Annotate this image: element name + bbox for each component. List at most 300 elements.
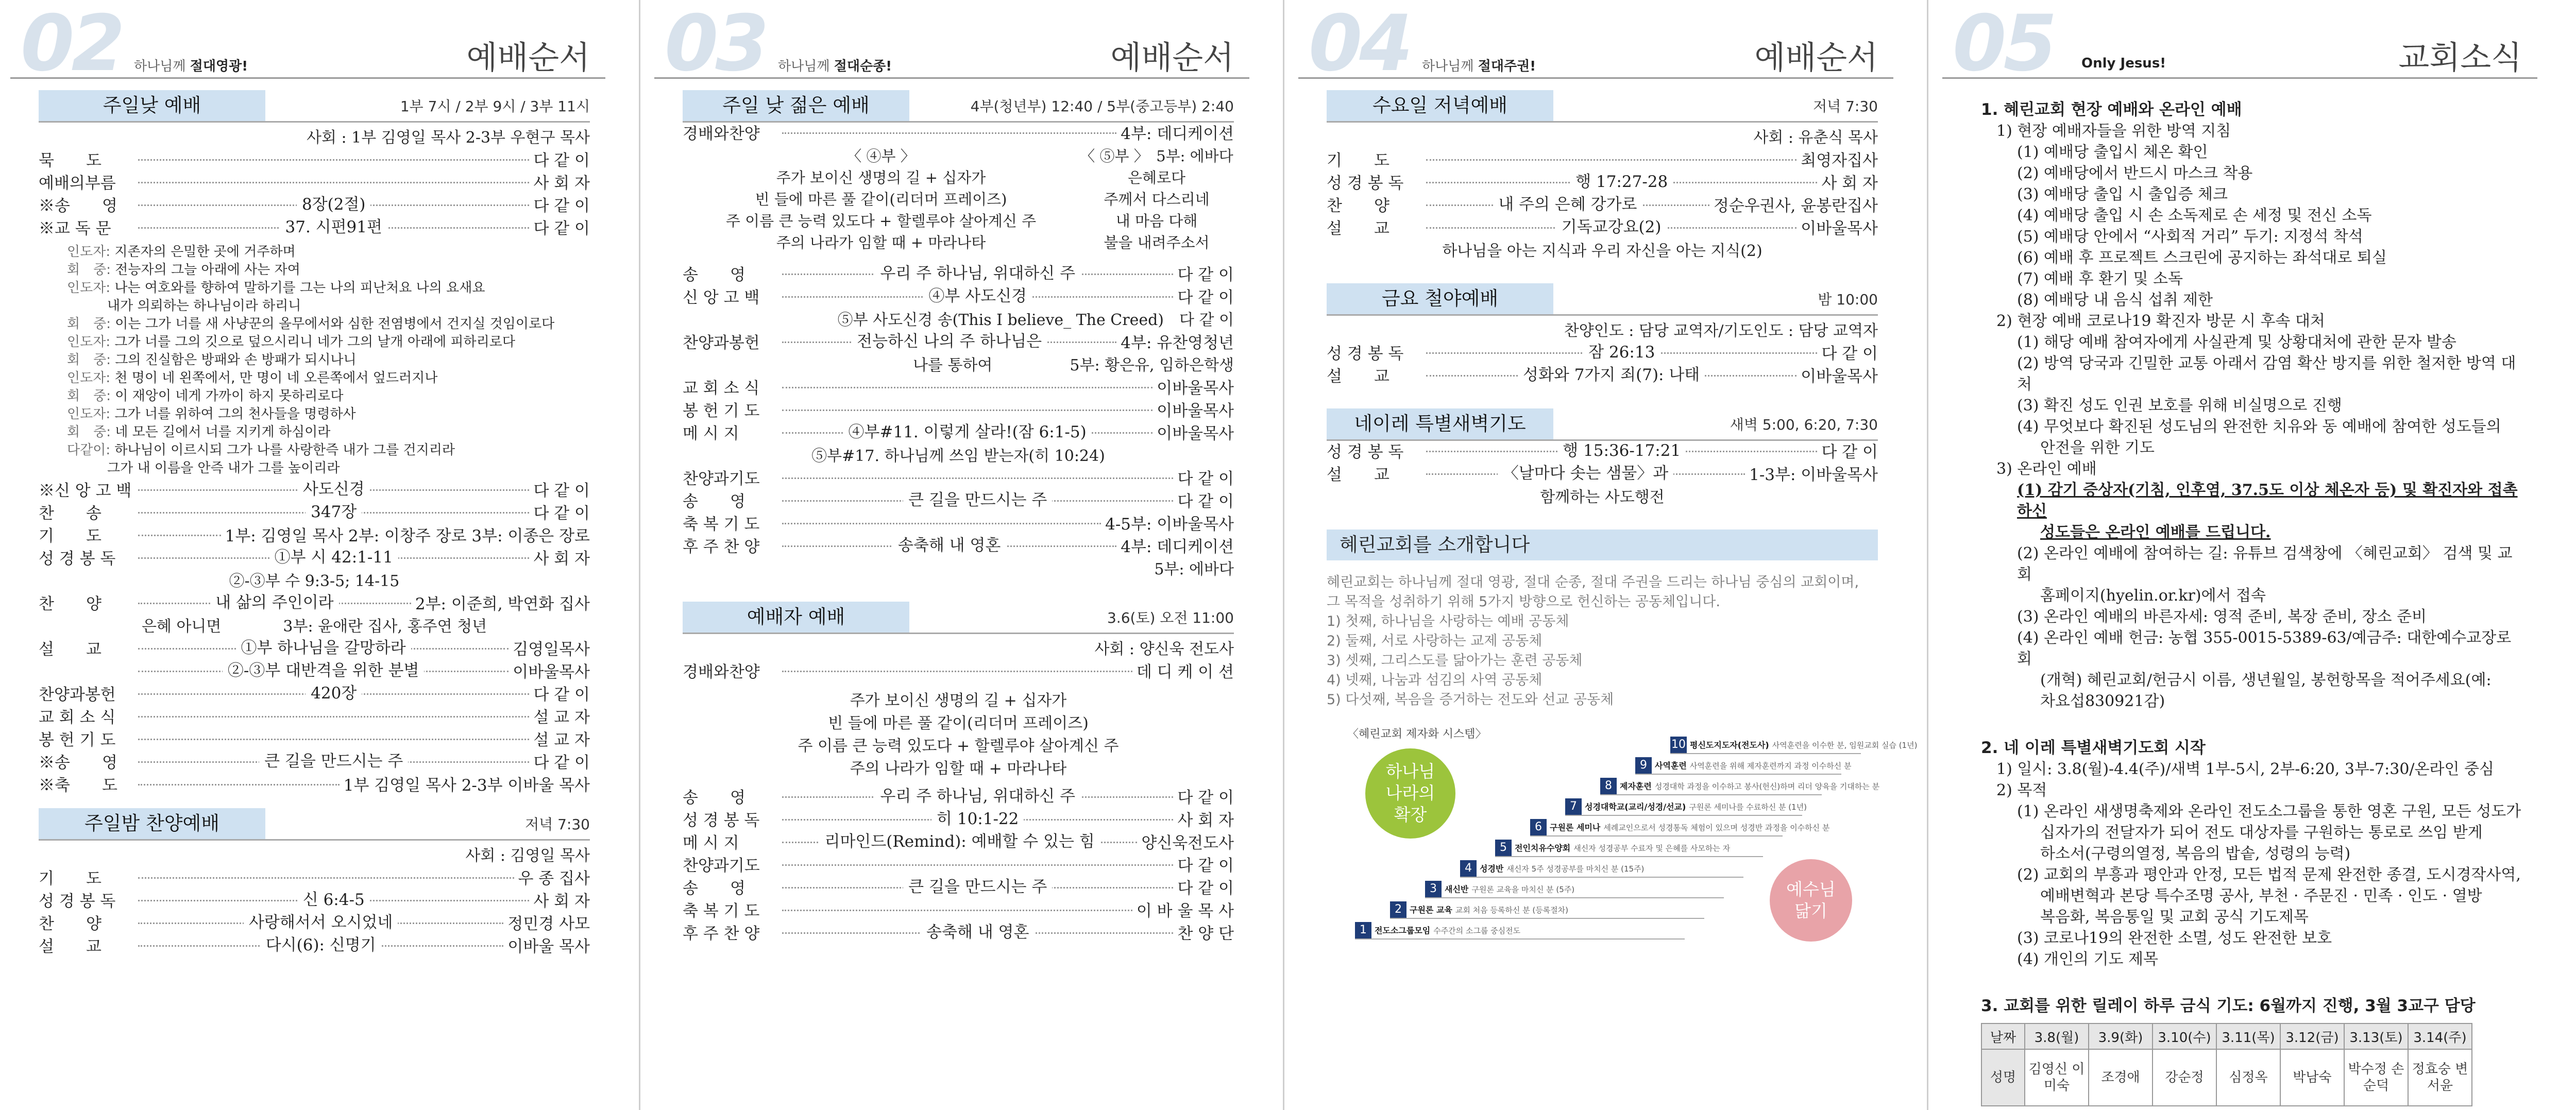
reading-line [67,297,590,315]
content-wrap [1426,216,1797,238]
item-label: 봉 헌 기 도 [683,402,760,420]
content-wrap [782,808,1173,830]
item-label: 축 복 기 도 [683,515,760,534]
step-number: 10 [1670,737,1687,753]
header-tagline [778,56,892,75]
order-row [683,422,1234,445]
leader-dots [1426,218,1797,236]
item-leader: 정순우권사, 윤봉란집사 [1713,197,1878,215]
page-header [1298,0,1893,89]
intro-line: 3) 셋째, 그리스도를 닮아가는 훈련 공동체 [1327,653,1583,669]
item-leader: 1부: 김영일 목사 2부: 이창주 장로 3부: 이종은 장로 [225,527,590,545]
step-desc: 교회 처음 등록하신 분 (등록절차) [1455,906,1569,915]
item-label: 찬 양 [39,915,101,933]
step-desc: 세례교인으로서 성경통독 체험이 있으며 성경반 과정을 이수하신 분 [1603,823,1830,832]
relay-fasting-table [1981,1023,2472,1106]
item-leader: 다 같 이 [1177,288,1234,307]
section-time: 3.6(토) 오전 11:00 [1107,609,1234,626]
content-wrap [782,921,1173,944]
leader-dots [138,752,529,771]
leader-dots [138,182,529,183]
content-wrap [782,489,1173,511]
creed-line: ⑤부 사도신경 송(This I believe_ The Creed) 다 같 이 [837,311,1234,329]
content-wrap [782,421,1153,443]
item-label: 설 교 [1327,466,1389,484]
header-tagline [1422,56,1536,75]
reading-text: 내가 의뢰하는 하나님이라 하리니 [67,298,301,314]
section-header [683,602,1234,634]
table-cell: 날짜 [1981,1023,2025,1049]
item-content: 내 삶의 주인이라 [210,593,338,612]
order-row [1327,365,1878,388]
tagline-prefix: 하나님께 [134,59,190,74]
content-wrap [782,330,1116,353]
content-wrap [782,262,1173,285]
reading-line [67,279,590,297]
reading-speaker: 인도자: [67,244,115,260]
news-item: (6) 예배 후 프로젝트 스크린에 공지하는 좌석대로 퇴실 [2017,249,2387,267]
leader-dots [138,684,529,703]
order-row [683,377,1234,400]
hymn-row [683,145,1234,167]
news-item: (3) 코로나19의 완전한 소멸, 성도 완전한 보호 [2017,929,2332,947]
news-item-underlined [1981,480,2522,522]
reading-text: 그가 너를 그의 깃으로 덮으시리니 네가 그의 날개 아래에 피하리로다 [114,334,516,350]
hymn-line: 주 이름 큰 능력 있도다 + 할렐루야 살아계신 주 [798,737,1119,755]
section-time: 밤 10:00 [1818,291,1878,308]
news-item-cont: (개혁) 혜린교회/헌금시 이름, 생년월일, 봉헌항목을 적어주세요(예: [2040,671,2492,689]
item-content: 전능하신 나의 주 하나님은 [852,332,1047,351]
order-row [683,400,1234,422]
item-label: 설 교 [1327,367,1389,386]
order-row [683,332,1234,354]
order-row [39,890,590,913]
item-label: 봉 헌 기 도 [39,731,116,749]
item-leader: 4부: 유찬영청년 [1121,334,1234,352]
item-label: 성 경 봉 독 [683,811,760,830]
item-leader: 이바울목사 [1801,219,1878,238]
item-label: 기 도 [39,527,101,545]
leader-dots [138,639,509,657]
news-item: (8) 예배당 내 음식 섭취 제한 [2017,291,2213,309]
leader-dots [138,877,514,879]
item-leader: 다 같 이 [1821,443,1878,462]
order-row [1327,195,1878,217]
reading-line [67,351,590,369]
reading-speaker: 회 중: [67,424,115,440]
step-name: 새신반 [1445,884,1469,894]
underlined-text: (1) 감기 증상자(기침, 인후염, 37.5도 이상 체온자 등) 및 확진자와 접촉하신 [2017,481,2518,520]
step-name: 평신도지도자(전도사) [1690,740,1769,750]
item-content: 잠 26:13 [1583,343,1660,362]
leader-dots [782,832,1137,851]
page-title: 예배순서 [466,39,590,76]
item-label: 찬 양 [1327,197,1389,215]
order-row [39,195,590,217]
leader-dots [1426,195,1709,214]
leader-dots [782,264,1173,283]
item-leader: 다 같 이 [533,686,590,704]
item-label: 기 도 [39,869,101,888]
message-line: ⑤부#17. 하나님께 쓰임 받는자(히 10:24) [811,447,1105,465]
item-label: 교 회 소 식 [683,379,760,398]
table-cell: 3.12(금) [2280,1023,2344,1049]
item-leader: 정민경 사모 [507,915,590,933]
intro-line: 1) 첫째, 하나님을 사랑하는 예배 공동체 [1327,613,1569,629]
section-title: 주일밤 찬양예배 [39,808,265,839]
news-item: 복음화, 복음통일 및 교회 공식 기도제목 [2040,908,2309,926]
order-row [39,548,590,570]
content-wrap [1426,462,1745,485]
item-leader: 이바울목사 [1157,424,1234,443]
leader-dots [138,503,529,521]
item-content: 큰 길을 만드시는 주 [903,491,1052,509]
hymn-5bu: 〈 ⑤부 〉 5부: 에바다 [1080,147,1233,165]
leader-dots [782,671,1132,672]
news-item: (3) 온라인 예배의 바른자세: 영적 준비, 복장 준비, 장소 준비 [2017,608,2427,626]
discipleship-step [1670,737,1918,754]
leader-dots [138,159,529,161]
leader-dots [782,423,1153,441]
header-tagline [2081,56,2166,71]
order-row [683,855,1234,877]
reading-speaker: 다같이: [67,442,115,458]
table-cell: 성명 [1981,1049,2025,1106]
reading-text: 그가 내 이름을 안즉 내가 그를 높이리라 [67,460,340,476]
page-divider [1927,0,1928,1110]
item-leader: 설 교 자 [533,708,590,727]
item-leader: 다 같 이 [533,219,590,238]
order-row [683,490,1234,513]
news-item: (2) 예배당에서 반드시 마스크 착용 [2017,164,2253,182]
hymn-row [683,232,1234,253]
discipleship-step [1565,798,1807,816]
order-row [39,867,590,890]
jesus-circle [1770,859,1852,942]
leader-dots [782,491,1173,509]
reading-speaker: 인도자: [67,406,115,422]
section-header [39,90,590,123]
item-leader: 다 같 이 [1177,879,1234,898]
order-row [39,149,590,172]
leader-dots [1426,464,1745,483]
table-row [1981,1049,2472,1106]
reading-speaker: 회 중: [67,262,115,278]
worship-leader: 사회 : 김영일 목사 [465,847,590,865]
content-wrap [1426,193,1709,216]
item-leader: 사 회 자 [533,550,590,568]
item-leader: 다 같 이 [1821,345,1878,363]
order-row [39,774,590,797]
table-cell: 김영신 이미숙 [2025,1049,2089,1106]
item-content: 〈날마다 솟는 샘물〉과 [1498,464,1673,483]
item-leader: 데 디 케 이 션 [1136,663,1234,681]
leader-dots [138,195,529,214]
item-label: 찬양과기도 [683,470,760,488]
order-row [39,684,590,706]
item-content: 송축해 내 영혼 [921,923,1034,942]
leader-dots [138,535,221,536]
leader-dots [782,332,1116,351]
table-cell: 3.9(화) [2089,1023,2153,1049]
content-wrap [138,682,529,705]
item-label: 후 주 찬 양 [683,925,760,943]
hymn-5bu: 내 마음 다해 [1115,212,1198,230]
leader-dots [1426,159,1797,161]
item-content: 420장 [306,684,362,703]
item-label: 찬양과기도 [683,857,760,875]
news-item: (5) 예배당 안에서 “사회적 거리” 두기: 지정석 착석 [2017,228,2363,246]
order-row [683,536,1234,558]
leader-dots [782,409,1153,411]
section-time: 4부(청년부) 12:40 / 5부(중고등부) 2:40 [970,98,1234,115]
scripture-line: ②-③부 수 9:3-5; 14-15 [229,572,400,590]
content-wrap [138,659,509,682]
tagline-motto: 절대주권! [1478,59,1536,74]
item-label: ※신 앙 고 백 [39,482,132,500]
table-cell: 정효숭 변서윤 [2408,1049,2472,1106]
table-cell: 박남숙 [2280,1049,2344,1106]
item-leader: 이바울목사 [1157,379,1234,398]
reading-text: 이는 그가 너를 새 사냥꾼의 올무에서와 심한 전염병에서 건지실 것임이로다 [115,316,555,332]
table-cell: 박수정 손순덕 [2344,1049,2408,1106]
reading-line [67,423,590,441]
section-time: 새벽 5:00, 6:20, 7:30 [1730,416,1878,433]
order-row [683,264,1234,286]
item-content: 행 15:36-17:21 [1557,441,1686,460]
sermon-subtitle: 함께하는 사도행전 [1540,488,1665,506]
section-time: 저녁 7:30 [525,816,590,833]
item-leader: 1-3부: 이바울목사 [1749,466,1878,484]
leader-dots [138,716,529,718]
section-header [1327,90,1878,123]
item-content: ①부 하나님을 갈망하라 [236,639,411,657]
reading-line [67,405,590,423]
reading-speaker: 회 중: [67,388,115,404]
content-wrap [1426,341,1817,364]
order-row [39,638,590,661]
item-content: 우리 주 하나님, 위대하신 주 [875,787,1080,806]
item-content: 37. 시편91편 [280,218,387,236]
reading-line [67,261,590,279]
item-label: 묵 도 [39,151,101,170]
item-label: 찬양과봉헌 [39,686,116,704]
content-wrap [782,285,1173,308]
intro-line: 혜린교회는 하나님께 절대 영광, 절대 순종, 절대 주권을 드리는 하나님 중심의 교회이며, [1327,574,1859,590]
news-item: (2) 교회의 부흥과 평안과 안정, 모든 법적 문제 완전한 종결, 도시경작사역, [2017,866,2521,884]
news-subheading: 2) 목적 [1996,781,2047,799]
table-row [1981,1023,2472,1049]
leader-dots [782,923,1173,942]
item-content: ②-③부 대반격을 위한 분별 [223,661,425,680]
step-number: 2 [1390,901,1406,918]
section-title: 예배자 예배 [683,602,909,633]
section-title: 금요 철야예배 [1327,283,1553,314]
item-leader: 이바울목사 [513,663,590,681]
order-row [683,809,1234,832]
order-row [39,480,590,502]
step-name: 구원론 교육 [1410,905,1452,915]
item-label: 예배의부름 [39,174,116,193]
item-content: 내 주의 은혜 강가로 [1493,195,1642,214]
item-leader: 2부: 이준희, 박연화 집사 [415,595,590,613]
news-subheading: 3) 온라인 예배 [1996,460,2097,478]
content-wrap [138,591,411,614]
leader-dots [782,878,1173,896]
step-name: 성경반 [1480,864,1504,874]
hymn-line: 주가 보이신 생명의 길 + 십자가 [850,692,1067,710]
section-time: 저녁 7:30 [1813,98,1878,115]
content-wrap [1426,364,1797,386]
content-wrap [138,889,529,911]
hymn-5bu: 불을 내려주소서 [1104,234,1210,251]
item-label: 설 교 [39,937,101,956]
item-label: 성 경 봉 독 [1327,345,1404,363]
reading-text: 전능자의 그늘 아래에 사는 자여 [115,262,300,278]
step-number: 6 [1530,819,1547,835]
hymn-4bu: 주 이름 큰 능력 있도다 + 할렐루야 살아계신 주 [725,212,1037,230]
hymn-5bu: 은혜로다 [1127,169,1186,186]
order-row [1327,149,1878,172]
item-label: ※축 도 [39,776,117,795]
item-content: 8장(2절) [297,195,371,214]
hymn-row [683,210,1234,232]
table-cell: 조경애 [2089,1049,2153,1106]
leader-dots [1426,173,1817,191]
content-wrap [138,478,529,501]
hymn-row [683,189,1234,210]
item-leader: 다 같 이 [533,482,590,500]
leader-dots [138,784,340,785]
item-label: 송 영 [683,266,745,284]
order-row [1327,343,1878,365]
table-cell: 3.11(목) [2216,1023,2280,1049]
item-leader: 다 같 이 [1177,857,1234,875]
step-desc: 수주간의 소그룹 중심전도 [1433,926,1521,935]
order-row [683,661,1234,684]
leader-dots [138,891,529,909]
item-label: ※송 영 [39,754,117,772]
step-name: 전도소그룹모임 [1375,926,1431,935]
reading-text: 하나님이 이르시되 그가 나를 사랑한즉 내가 그를 건지리라 [114,442,455,458]
order-row [39,913,590,935]
page-number: 05 [1953,0,2054,89]
order-row [683,123,1234,145]
discipleship-step [1390,901,1704,919]
order-row [39,172,590,195]
order-row [683,900,1234,923]
news-item: (7) 예배 후 환기 및 소독 [2017,270,2183,288]
tagline-prefix: 하나님께 [778,59,834,74]
item-label: ※교 독 문 [39,219,111,238]
circle-text: 나라의 [1385,783,1435,803]
item-label: 찬 송 [39,504,101,523]
page-03 [644,0,1262,1110]
item-content: ④부 사도신경 [923,287,1032,305]
leader-dots [138,913,503,932]
step-number: 9 [1635,757,1652,774]
section-title: 주일낮 예배 [39,90,265,121]
order-row [1327,172,1878,195]
page-title: 예배순서 [1110,39,1234,76]
news-item: (1) 해당 예배 참여자에게 사실관계 및 상황대처에 관한 문자 발송 [2017,333,2456,351]
hymn-4bu: 주의 나라가 임할 때 + 마라나타 [776,234,986,251]
step-name: 사역훈련 [1655,761,1687,771]
page-04 [1288,0,1918,1110]
order-row [39,752,590,774]
item-content: 347장 [306,503,362,521]
leader-dots [138,548,529,567]
content-wrap [138,750,529,773]
reading-speaker: 회 중: [67,352,115,368]
item-leader: 사 회 자 [1177,811,1234,830]
leader-dots [138,936,503,954]
news-item-cont [1981,522,2522,543]
hymn-list [683,690,1234,780]
step-number: 8 [1600,778,1617,794]
intro-line: 그 목적을 성취하기 위해 5가지 방향으로 헌신하는 공동체입니다. [1327,594,1720,610]
page-divider [639,0,640,1110]
hymn-line: 빈 들에 마른 풀 같이(리더머 프레이즈) [828,714,1089,732]
item-label: 설 교 [39,640,101,659]
news-item: (2) 방역 당국과 긴밀한 교통 아래서 감염 확산 방지를 위한 철저한 방역 대처 [2017,354,2516,394]
reading-line [67,369,590,387]
content-wrap [138,911,503,934]
item-leader: 이 바 울 목 사 [1136,902,1234,920]
step-desc: 새신자 성경공부 수료자 및 은혜를 사모하는 자 [1573,844,1731,853]
news-item: (1) 온라인 새생명축제와 온라인 전도소그룹을 통한 영혼 구원, 모든 성도가 [2017,802,2521,821]
step-desc: 성경대학 과정을 이수하고 봉사(헌신)하며 리더 양육을 기대하는 분 [1654,782,1880,791]
item-leader: 4-5부: 이바울목사 [1105,515,1234,534]
step-number: 3 [1425,881,1442,897]
discipleship-step [1495,840,1763,857]
order-row [39,706,590,729]
discipleship-diagram [1327,720,1918,947]
hymn-row [683,167,1234,189]
reading-speaker: 회 중: [67,316,115,332]
news-heading: 3. 교회를 위한 릴레이 하루 금식 기도: 6월까지 진행, 3월 3교구 담당 [1981,997,2476,1015]
hymn-line: 나를 통하여 5부: 황은유, 임하은학생 [912,356,1234,374]
item-leader: 1부 김영일 목사 2-3부 이바울 목사 [343,776,590,795]
section-title: 네이레 특별새벽기도 [1327,408,1553,439]
praise-team: 5부: 에바다 [1154,560,1234,578]
tagline-motto: 절대순종! [834,59,892,74]
item-content: 기독교강요(2) [1556,218,1667,236]
order-row [683,787,1234,809]
section-header [1327,408,1878,441]
hymn-line: 주의 나라가 임할 때 + 마라나타 [850,760,1067,778]
hymn-4bu: 주가 보이신 생명의 길 + 십자가 [776,169,986,186]
item-leader: 다 같 이 [1177,266,1234,284]
item-label: 성 경 봉 독 [1327,174,1404,193]
item-content: 리마인드(Remind): 예배할 수 있는 힘 [820,832,1100,851]
news-item: 십자가의 전달자가 되어 전도 대상자를 구원하는 통로로 쓰임 받게 [2040,824,2483,842]
diagram-label: 〈혜린교회 제자화 시스템〉 [1347,728,1487,741]
step-number: 4 [1460,860,1477,877]
leader-dots [782,132,1116,134]
order-row [39,502,590,525]
item-label: 설 교 [1327,219,1389,238]
reading-text: 지존자의 은밀한 곳에 거주하며 [114,244,296,260]
news-item: (3) 확진 성도 인권 보호를 위해 비실명으로 진행 [2017,397,2342,415]
item-label: 후 주 찬 양 [683,538,760,556]
page-header [654,0,1249,89]
item-leader: 다 같 이 [533,197,590,215]
leader-dots [782,864,1173,866]
leader-dots [782,536,1116,555]
page-title: 교회소식 [2398,39,2522,76]
item-leader: 4부: 데디케이션 [1121,538,1234,556]
